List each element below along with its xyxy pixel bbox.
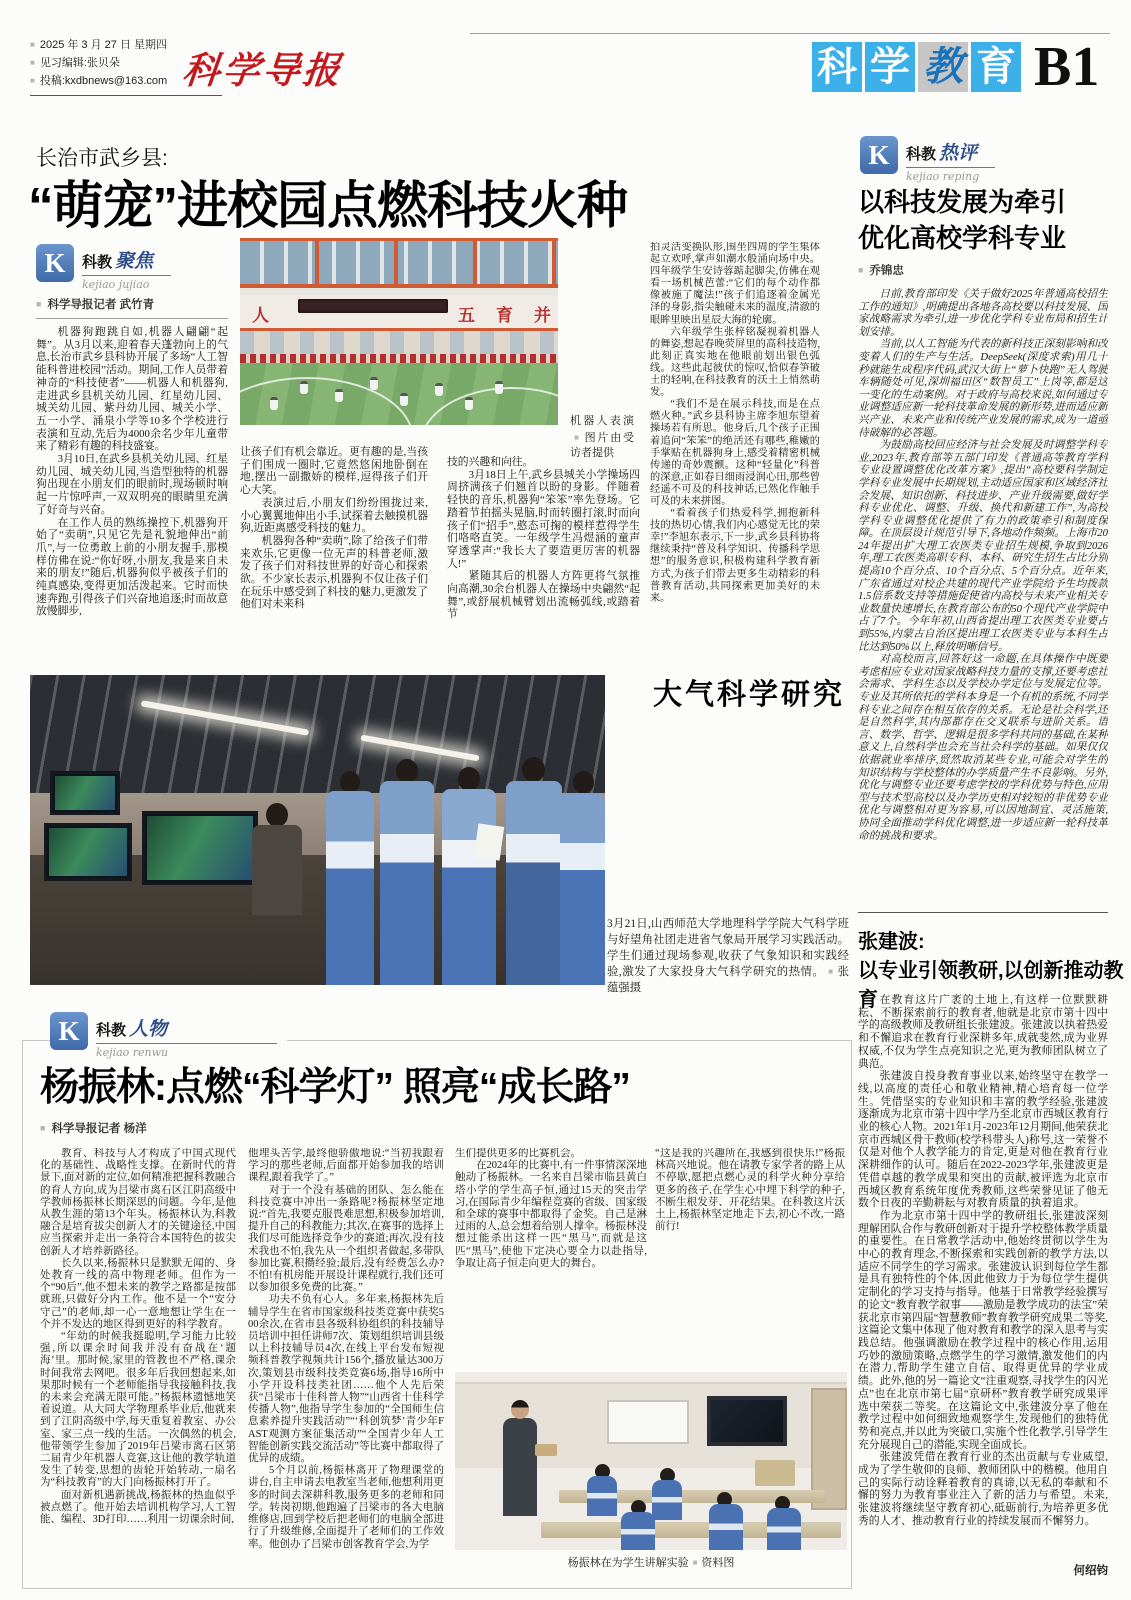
section-banner <box>812 36 1100 98</box>
badge-title: 科教 聚焦 <box>82 244 171 276</box>
banner-char: 教 <box>918 42 968 92</box>
lead-column-4 <box>650 242 820 654</box>
photo-art-student <box>506 781 562 985</box>
badge-title: 科教 人物 <box>96 1012 277 1044</box>
banner-char: 学 <box>865 42 915 92</box>
photo-art-person-head <box>522 757 545 782</box>
profile-photo-caption: 杨振林在为学生讲解实验 ■ 资料图 <box>455 1554 847 1570</box>
photo-art-person-head <box>573 771 594 794</box>
masthead-logo: 科学导报 <box>180 48 345 92</box>
lead-column-2 <box>240 446 428 672</box>
opinion-title: 以科技发展为牵引 优化高校学科专业 <box>858 187 1067 253</box>
profile-column-1 <box>40 1148 236 1582</box>
section-badge-renwu <box>50 1012 287 1059</box>
paragraph: “我们不是在展示科技,而是在点燃火种。”武乡县科协主席李旭东望着操场若有所思。他身后,几个孩子正围着追问“笨笨”的绝活还有哪些,稚嫩的手掌贴在机器狗身上,感受着精密机械传递的奇妙震颤。这种“轻量化”科普的深意,正如春日细雨浸润心田,那些曾经遥不可及的科技神话,已然化作触手可及的未来拼图。 <box>650 399 820 507</box>
lead-byline: ■ 科学导报记者 武竹青 <box>36 296 228 319</box>
photo-art-frames <box>240 238 558 288</box>
paragraph: 功夫不负有心人。多年来,杨振林先后辅导学生在省市国家级科技类竞赛中获奖500余次,在省市县各级科协组织的科技辅导员培训中担任讲师7次、策划组织培训县级以上科技辅导员4次,在线上平台发布短视频科普教学视频共计156个,播放量达300万次,策划县市级科技类竞赛6场,指导16所中小学开设科技类社团……他个人先后荣获“吕梁市十佳科普人物”“山西省十佳科学传播人物”,他指导学生参加的“全国师生信息素养提升实践活动”“‘科创筑梦’青少年FAST观测方案征集活动”“全国青少年人工智能创新实践交流活动”等比赛中都取得了优异的成绩。 <box>248 1294 444 1465</box>
feature2-body <box>858 994 1108 1560</box>
photo-art-student <box>621 1512 655 1550</box>
lead-column-3 <box>447 456 640 666</box>
photo-art-person-head <box>266 803 288 827</box>
photo-art-object <box>535 1444 557 1456</box>
center-photo-label: 大气科学研究 <box>653 679 846 711</box>
paragraph: 日前,教育部印发《关于做好2025年普通高校招生工作的通知》,明确提出各地各高校要以科技发展、国家战略需求为牵引,进一步优化学科专业布局和招生计划安排。 <box>858 288 1108 338</box>
photo-art-student <box>767 1508 801 1550</box>
square-marker <box>824 966 837 978</box>
paragraph: 机器狗跑跳自如,机器人翩翩“起舞”。从3月以来,迎着春天蓬勃向上的气息,长治市武乡县科协开展了多场“人工智能科普进校园”活动。期间,工作人员带着神奇的“科技使者”——机器人和机器狗,走进武乡县机关幼儿园、红星幼儿园、城关幼儿园、紫丹幼儿园、城关小学、五一小学、涌泉小学等10多个学校进行表演和互动,先后为4000余名少年儿童带来了精彩有趣的科技盛宴。 <box>36 326 228 453</box>
center-photo-caption: 3月21日,山西师范大学地理科学学院大气科学班与好望角社团走进省气象局开展学习实践活动。学生们通过现场参观,收获了气象知识和实践经验,激发了大家投身大气科学研究的热情。 ■ 张蕴强摄 <box>607 916 849 996</box>
opinion-byline: ■ 乔锦忠 <box>858 262 904 278</box>
paragraph: 拍灵活变换队形,围坐四周的学生集体起立欢呼,掌声如潮水般涌向场中央。四年级学生安诗蓉踮起脚尖,仿佛在观看一场机械芭蕾:“它们的每个动作都像被施了魔法!”孩子们追逐着金属光泽的身影,指尖触碰未来的温度,清澈的眼眸里映出星辰大海的轮廓。 <box>650 242 820 326</box>
paragraph: 在2024年的比赛中,有一件事情深深地触动了杨振林。一名来自吕梁市临县黄白塔小学的学生高子恒,通过15天的突击学习,在国际青少年编程竞赛的省级、国家级和全球的赛事中都取得了金奖。自己是淋过雨的人,总会想着给别人撑伞。杨振林没想过能杀出这样一匹“黑马”,而就是这匹“黑马”,使他下定决心要全力以赴指导,争取让高子恒走向更大的舞台。 <box>455 1160 647 1269</box>
photo-art-person-head <box>340 771 360 793</box>
photo-art-teacher <box>503 1418 537 1516</box>
section-badge-reping <box>860 136 1005 183</box>
photo-art-tv <box>707 1396 787 1446</box>
paragraph: 面对新机遇新挑战,杨振林的热血似乎被点燃了。他开始去培训机构学习,人工智能、编程、3D打印……利用一切课余时间, <box>40 1489 236 1526</box>
photo-art-crowd <box>240 354 558 363</box>
photo-art-person-head <box>458 767 480 791</box>
photo-art-led-banner <box>298 299 448 313</box>
paragraph: 在工作人员的熟练操控下,机器狗开始了“卖萌”,只见它先是礼貌地伸出“前爪”,与一位勇敢上前的小朋友握手,那模样仿佛在说:“你好呀,小朋友,我是来自未来的朋友!”随后,机器狗似乎被孩子们的纯真感染,变得更加活泼起来。它时而快速奔跑,引得孩子们兴奋地追逐;时而故意放慢脚步, <box>36 516 228 618</box>
paragraph: 对高校而言,回答好这一命题,在具体操作中既要考虑相应专业对国家战略科技力量的支撑,还要考虑社会需求、学科生态以及学校办学定位与发展定位等。专业及其所依托的学科本身是一个有机的系统,不同学科专业之间存在相互依存的关系。无论是社会科学,还是自然科学,其内部都存在交叉联系与进阶关系。语言、数学、哲学、逻辑是很多学科共同的基础,在某种意义上,自然科学也会充当社会科学的基础。如果仅仅依据就业率排序,贸然取消某些专业,可能会对学生的知识结构与学校整体的办学质量产生不良影响。另外,优化与调整专业还要考虑学校的学科优势与特色,应用型与技术型高校以及办学历史相对较短的非优势专业优化与调整相对更为容易,可以因地制宜、灵活施策,协同全面推动学科优化调整,进一步适应新一轮科技革命的挑战和要求。 <box>858 653 1108 842</box>
paragraph: 3月10日,在武乡县机关幼儿园、红星幼儿园、城关幼儿园,当造型独特的机器狗出现在小朋友们的眼前时,现场顿时响起一片惊呼声,一双双明亮的眼睛里充满了好奇与兴奋。 <box>36 453 228 516</box>
paragraph: “看着孩子们热爱科学,拥抱新科技的热切心情,我们内心感觉无比的荣幸!”李旭东表示,下一步,武乡县科协将继续秉持“普及科学知识、传播科学思想”的服务意识,积极构建科学教育新方式,为孩子们带去更多生动精彩的科普教育活动,共同探索更加美好的未来。 <box>650 508 820 604</box>
section-badge-jujiao <box>36 244 181 291</box>
banner-char: 育 <box>971 42 1021 92</box>
photo-art-monitor <box>44 823 132 881</box>
photo-art-whiteboard <box>607 1400 689 1444</box>
photo-art-wall: 人 五 育 并 <box>240 295 558 328</box>
square-marker <box>689 1557 702 1569</box>
paragraph: 3月18日上午,武乡县城关小学操场四周挤满孩子们翘首以盼的身影。伴随着轻快的音乐,机器狗“笨笨”率先登场。它踏着节拍摇头晃脑,时而转圈打滚,时而向孩子们“招手”,憨态可掬的模样惹得学生们咯咯直笑。一年级学生冯煜涵的童声穿透掌声:“我长大了要造更厉害的机器人!” <box>447 468 640 570</box>
paragraph: 为鼓励高校回应经济与社会发展及时调整学科专业,2023年,教育部等五部门印发《普通高等教育学科专业设置调整优化改革方案》,提出“高校要科学制定学科专业发展中长期规划,主动适应国家和区域经济社会发展、知识创新、科技进步、产业升级需要,做好学科专业优化、调整、升级、换代和新建工作”,为高校学科专业调整优化提供了有力的政策牵引和制度保障。在顶层设计规范引导下,各地动作频频。上海市2024年提出扩大理工农医类专业招生规模,争取到2026年,理工农医类高职专科、本科、研究生招生占比分别提高10个百分点、10个百分点、5个百分点。近年来,广东省通过对校企共建的现代产业学院给予生均拨款1.5倍系数支持等措施促使省内高校与未来产业相关专业数量快速增长,在教育部公布的50个现代产业学院中占了7个。今年年初,山西省提出理工农医类专业要占到55%,内蒙古自治区提出理工农医类专业与本科生占比达到50%以上,释放明晰信号。 <box>858 439 1108 653</box>
profile-column-2 <box>248 1148 444 1582</box>
photo-art-student <box>442 789 496 985</box>
paragraph: 生们提供更多的比赛机会。 <box>455 1148 581 1159</box>
photo-art-student <box>587 1476 617 1516</box>
banner-char: 科 <box>812 42 862 92</box>
photo-art-person <box>252 825 302 915</box>
paragraph: 作为北京市第十四中学的教研组长,张建波深刻理解团队合作与教研创新对于提升学校整体教学质量的重要性。在日常教学活动中,他始终贯彻以学生为中心的教育理念,不断探索和实践创新的教学方法,以适应不同学生的学习需求。张建波认识到每位学生都是具有独特性的个体,因此他致力于为每位学生提供定制化的学习支持与指导。他基于日常教学经验撰写的论文“教育教学叙事——激励是教学成功的法宝”荣获北京市第四届“智慧教师”教育教学研究成果二等奖,这篇论文集中体现了他对教育和教学的深入思考与实践总结。他强调激励在教学过程中的核心作用,运用巧妙的激励策略,点燃学生的学习激情,激发他们的内在潜力,帮助学生建立自信、取得更优异的学业成绩。此外,他的另一篇论文“注重观察,寻找学生的闪光点”也在北京市第七届“京研杯”教育教学研究成果评选中荣获二等奖。在这篇论文中,张建波分享了他在教学过程中如何细致地观察学生,发现他们的独特优势和亮点,并以此为突破口,实施个性化教学,引导学生充分展现自己的潜能,实现全面成长。 <box>858 1209 1108 1451</box>
paragraph: 机器狗各种“卖萌”,除了给孩子们带来欢乐,它更像一位无声的科普老师,激发了孩子们对科技世界的好奇心和探索欲。不少家长表示,机器狗不仅让孩子们在玩乐中感受到了科技的魅力,更激发了他们对未来科 <box>240 534 428 611</box>
paragraph: 表演过后,小朋友们纷纷围拢过来,小心翼翼地伸出小手,试探着去触摸机器狗,近距离感受科技的魅力。 <box>240 496 428 535</box>
paragraph: 在教育这片广袤的土地上,有这样一位默默耕耘、不断探索前行的教育者,他就是北京市第十四中学的高级教师及教研组长张建波。张建波以执着热爱和不懈追求在教育行业深耕多年,成就斐然,成为业界权威,不仅为学生点亮知识之光,更为教师团队树立了典范。 <box>858 994 1108 1070</box>
submission-line: ■ 投稿:kxdbnews@163.com <box>30 72 222 90</box>
profile-column-4 <box>655 1148 845 1368</box>
photo-art-plaque <box>755 1460 795 1486</box>
photo-art-student <box>709 1504 743 1550</box>
k-logo: K <box>860 136 898 174</box>
k-logo: K <box>36 244 74 282</box>
photo-art-student <box>380 781 434 985</box>
badge-title: 科教 热评 <box>906 136 995 168</box>
profile-byline: ■ 科学导报记者 杨洋 <box>40 1120 147 1136</box>
badge-pinyin: kejiao jujiao <box>82 278 150 291</box>
paragraph: 张建波凭借在教育行业的杰出贡献与专业威望,成为了学生敬仰的良师、教师团队中的楷模。他用自己的实际行动诠释着教育的真谛,以无私的奉献和不懈的努力为教育事业注入了新的活力与希望。未来,张建波将继续坚守教育初心,砥砺前行,为培养更多优秀的人才、推动教育行业的持续发展而不懈努力。 <box>858 1451 1108 1527</box>
photo-art-monitor <box>142 811 258 885</box>
header-rule <box>470 33 1110 34</box>
opinion-body <box>858 288 1108 908</box>
badge-pinyin: kejiao reping <box>906 170 980 183</box>
square-marker <box>570 432 585 444</box>
paragraph: 5个月以前,杨振林离开了物理课堂的讲台,自主申请去电教室当老师,他想利用更多的时间去深耕科教,服务更多的老师和同学。转岗初期,他跑遍了吕梁市的各大电脑维修店,回到学校后把老师们的电脑全部进行了升级维修,全面提升了老师们的工作效率。他创办了吕梁市创客教育学会,为学 <box>248 1465 444 1550</box>
photo-art-person-head <box>396 759 418 783</box>
photo-art-field <box>240 363 558 425</box>
paragraph: “这是我的兴趣所在,我感到很快乐!”杨振林高兴地说。他在请教专家学者的路上从不停歇,愿把点燃心灵的科学火种分享给更多的孩子,在学生心中埋下科学的种子,不断生根发芽、开花结果。在科教这片沃土上,杨振林坚定地走下去,初心不改,一路前行! <box>655 1148 845 1233</box>
photo-atmos-visit <box>30 675 605 985</box>
date-line: ■ 2025 年 3 月 27 日 星期四 <box>30 36 222 54</box>
photo-art-lower-facade <box>240 328 558 354</box>
lead-kicker: 长治市武乡县: <box>36 147 168 170</box>
feature2-title: 张建波: 以专业引领教研,以创新推动教育 <box>858 931 1124 1011</box>
paragraph: 六年级学生张梓铭凝视着机器人的舞姿,想起春晚荧屏里的高科技造物,此刻正真实地在他眼前划出银色弧线。这些此起彼伏的惊叹,恰似春笋破土的轻响,在科技教育的沃土上悄然萌发。 <box>650 326 820 399</box>
editor-line: ■ 见习编辑:张贝朵 <box>30 54 222 72</box>
photo-art-teacher-head <box>511 1400 529 1419</box>
photo-robot-show <box>240 238 558 425</box>
paragraph: 教育、科技与人才构成了中国式现代化的基础性、战略性支撑。在新时代的背景下,面对新的定位,如何精准把握科教融合的育人方向,成为吕梁市离石区江阴高级中学教师杨振林长期深思的问题。今年,是他从教生涯的第13个年头。杨振林认为,科教融合是培育拔尖创新人才的关键途径,中国应当探索并走出一条符合本国特色的拔尖创新人才培养新路径。 <box>40 1148 236 1257</box>
photo-art-student <box>652 1480 682 1520</box>
photo-art-monitor <box>50 771 120 815</box>
lead-headline: “萌宠”进校园点燃科技火种 <box>28 177 628 234</box>
photo-classroom <box>455 1372 847 1550</box>
column-divider <box>858 912 1108 913</box>
paragraph: 当前,以人工智能为代表的新科技正深刻影响和改变着人们的生产与生活。DeepSeek(深度求索)用几十秒就能生成程序代码,武汉大街上“萝卜快跑”无人驾驶车辆随处可见,深圳福田区“数智员工”上岗等,都是这一变化的生动案例。对于政府与高校来说,如何通过专业调整适应新一轮科技革命发展的新形势,进而适应新兴产业、未来产业和传统产业发展的需求,成为一道亟待破解的必答题。 <box>858 338 1108 439</box>
photo-art-student <box>560 793 605 985</box>
robot-photo-caption: 机器人表演■ 图片由受访者提供 <box>570 414 634 462</box>
photo-art-notebook <box>474 823 504 860</box>
lead-column-1 <box>36 326 228 670</box>
paragraph: 让孩子们有机会靠近。更有趣的是,当孩子们围成一圈时,它竟然悠闲地卧倒在地,摆出一副撒娇的模样,逗得孩子们开心大笑。 <box>240 446 428 497</box>
k-logo: K <box>50 1012 88 1050</box>
paragraph: 紧随其后的机器人方阵更将气氛推向高潮,30余台机器人在操场中央翩然“起舞”,或舒展机械臂划出流畅弧线,或踏着节 <box>447 570 640 621</box>
paragraph: 技的兴趣和向往。 <box>447 456 534 468</box>
feature2-author: 何绍钧 <box>1073 1565 1108 1577</box>
paragraph: 长久以来,杨振林只是默默无闻的、身处教育一线的高中物理老师。但作为一个“90后”,他不想未来的教学之路都是按部就班,只做好分内工作。他不是一个“安分守己”的老师,却一心一意地想让学生在一个并不发达的地区得到更好的科学教育。 <box>40 1257 236 1330</box>
photo-art-student <box>326 791 374 985</box>
profile-headline: 杨振林:点燃“科学灯” 照亮“成长路” <box>40 1066 630 1109</box>
paragraph: 他埋头苦学,最终他骄傲地说:“当初我跟着学习的那些老师,后面都开始参加我的培训课程,跟着我学了。” <box>248 1148 444 1184</box>
paragraph: 张建波自投身教育事业以来,始终坚守在教学一线,以高度的责任心和敬业精神,精心培育每一位学生。凭借坚实的专业知识和丰富的教学经验,张建波逐渐成为北京市第十四中学乃至北京市西城区教育行业的核心人物。2021年1月-2023年12月期间,他荣获北京市西城区骨干教师(校学科带头人)称号,这一荣誉不仅是对他个人教学能力的肯定,更是对他在教育行业深耕细作的认可。随后在2022-2023学年,张建波更是凭借卓越的教学成果和突出的贡献,被评选为北京市西城区教育系统年度优秀教师,这些荣誉见证了他无数个日夜的辛勤耕耘与对教育质量的执着追求。 <box>858 1070 1108 1210</box>
profile-column-3 <box>455 1148 647 1368</box>
paragraph: “年幼的时候我挺聪明,学习能力比较强,所以课余时间我并没有奋战在‘题海’里。那时候,家里的管教也不严格,课余时间我常去网吧。很多年后我回想起来,如果那时候有一个老师能指导我接触科技,我的未来会充满无限可能。”杨振林遗憾地笑着说道。从大同大学物理系毕业后,他就来到了江阴高级中学,每天重复着教室、办公室、家三点一线的生活。一次偶然的机会,他带领学生参加了2019年吕梁市离石区第二届青少年机器人竞赛,这让他的教学轨道发生了转变,思想的齿轮开始转动,一扇名为“科技教育”的大门向杨振林打开了。 <box>40 1331 236 1489</box>
badge-pinyin: kejiao renwu <box>96 1046 169 1059</box>
page-number: B1 <box>1034 36 1100 98</box>
paragraph: 对于一个没有基础的团队、怎么能在科技竞赛中冲出一条路呢?杨振林坚定地说:“首先,我要克服畏难思想,积极参加培训,提升自己的科教能力;其次,在赛事的选择上我们尽可能选择竞争少的赛道;再次,没有技术我也不怕,我先从一个组织者做起,多带队参加比赛,积攒经验;最后,没有经费怎么办?不怕!有机房能开展设计课程就行,我们还可以参加很多免费的比赛。” <box>248 1184 444 1294</box>
